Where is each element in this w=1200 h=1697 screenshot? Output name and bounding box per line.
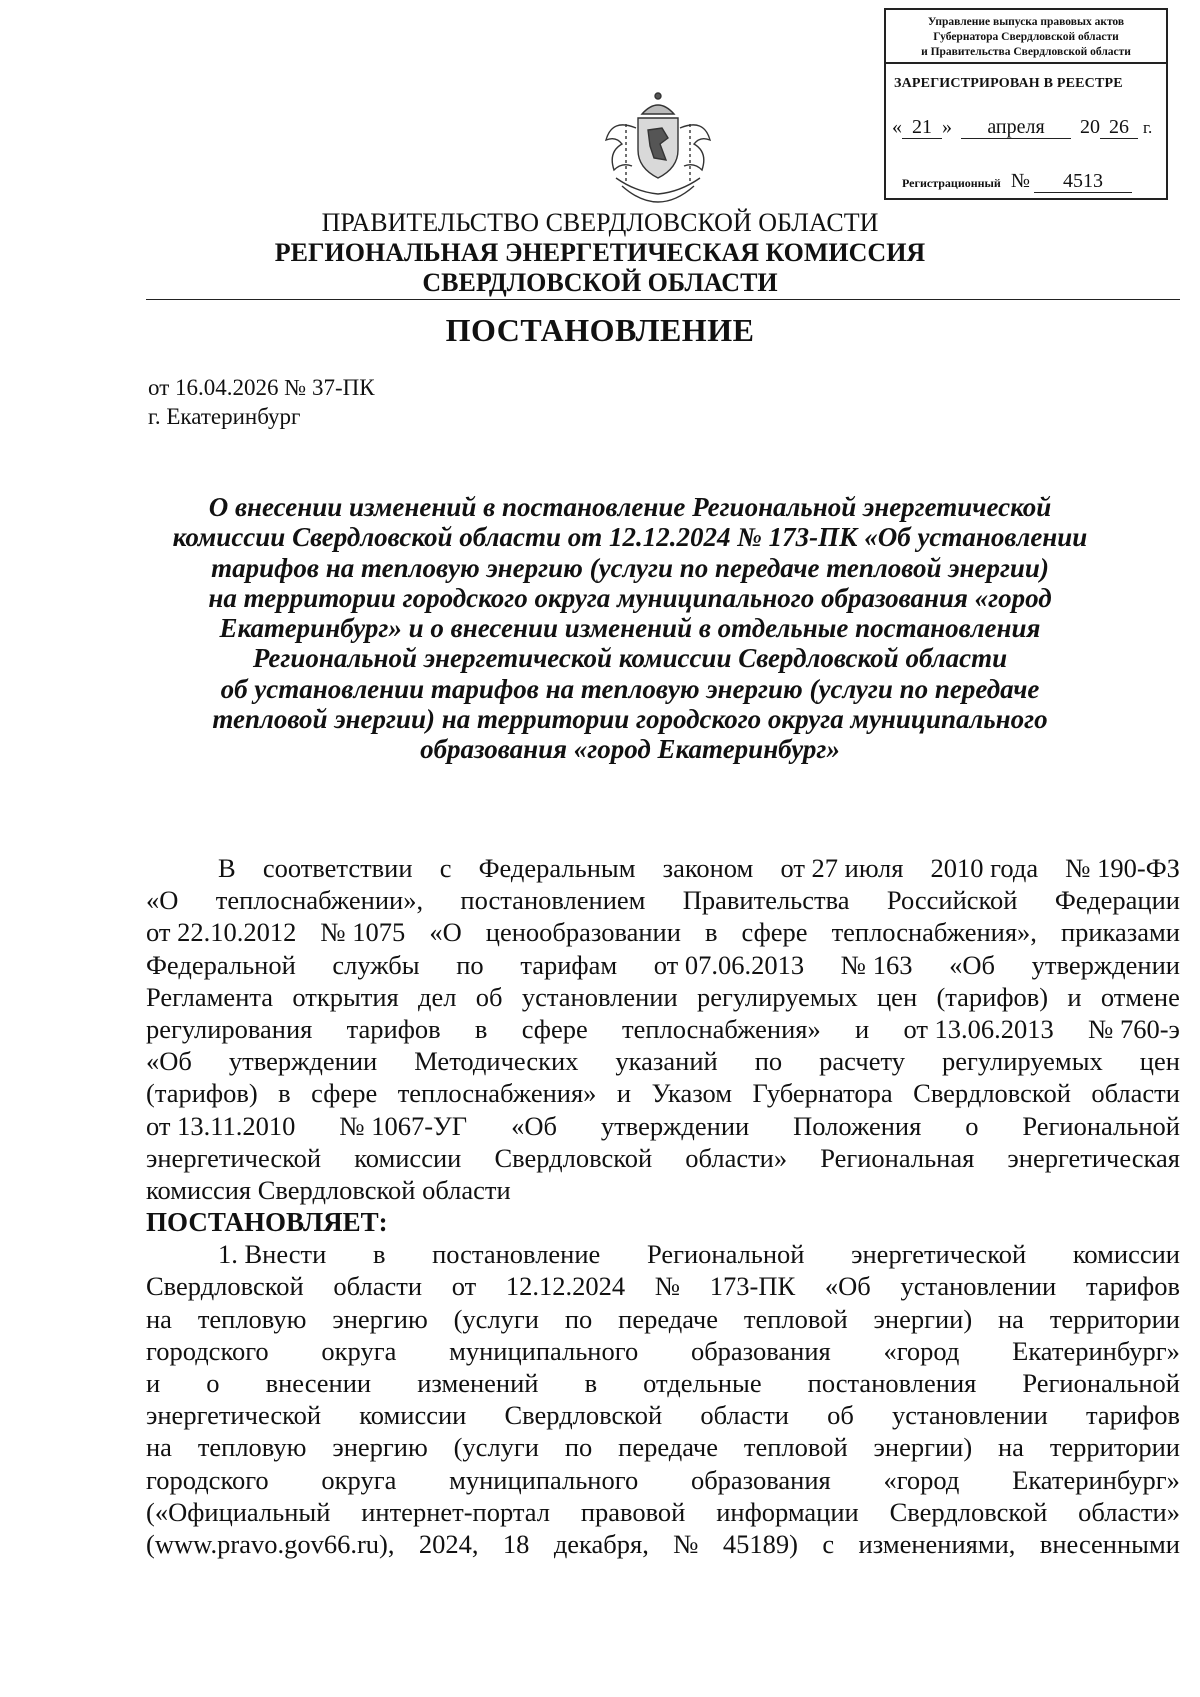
word: установлении — [521, 981, 678, 1012]
title-line: комиссии Свердловской области от 12.12.2024 № 173-ПК «Об установлении — [172, 522, 1088, 553]
word: указаний — [615, 1046, 718, 1077]
word: Свердловской — [494, 1142, 653, 1173]
word: Екатеринбург» — [1012, 1335, 1180, 1366]
word: Указом — [651, 1078, 733, 1109]
word: городского — [146, 1464, 269, 1495]
title-line: Екатеринбург» и о внесении изменений в отдельные постановления — [219, 613, 1041, 644]
word: 2024, — [418, 1528, 479, 1559]
title-line: тепловой энергии) на территории городского округа муниципального — [212, 704, 1048, 735]
word: в — [278, 1078, 291, 1109]
stamp-registered-label: ЗАРЕГИСТРИРОВАН В РЕЕСТРЕ — [894, 76, 1123, 91]
word: постановления — [807, 1368, 977, 1398]
word: утверждении — [228, 1046, 378, 1077]
word: комиссии — [1072, 1239, 1180, 1270]
word: области — [333, 1271, 423, 1302]
word: 18 — [502, 1528, 530, 1559]
word: дел — [418, 981, 457, 1012]
word: Правительства — [682, 885, 850, 916]
word: 12.12.2024 — [505, 1271, 626, 1302]
word: тепловой — [743, 1432, 848, 1463]
word: Региональной — [1022, 1110, 1180, 1141]
government-title: ПРАВИТЕЛЬСТВО СВЕРДЛОВСКОЙ ОБЛАСТИ — [321, 208, 879, 237]
word: сфере — [521, 1013, 588, 1044]
document-date-number: от 16.04.2026 № 37-ПК — [148, 375, 375, 400]
word: установлении — [900, 1271, 1057, 1302]
word: (www.pravo.gov66.ru), — [146, 1528, 395, 1559]
word: (тарифов) — [936, 981, 1049, 1012]
word: отмене — [1100, 981, 1180, 1012]
word: утверждении — [1031, 949, 1180, 980]
stamp-authority-line: Управление выпуска правовых актов — [927, 16, 1125, 28]
word: службы — [332, 949, 420, 980]
word: об — [475, 981, 503, 1012]
word: по — [754, 1046, 783, 1077]
body-line — [146, 1464, 1180, 1496]
word: «город — [883, 1464, 960, 1495]
word: правовой — [580, 1496, 686, 1527]
word: территории — [1049, 1432, 1180, 1463]
word: № 190-ФЗ — [1065, 853, 1180, 883]
word: соответствии — [262, 853, 413, 883]
body-line — [146, 1077, 1180, 1109]
word: с — [822, 1528, 835, 1559]
word: № 1067-УГ — [339, 1110, 468, 1141]
word: области» — [685, 1142, 788, 1173]
word: и — [1067, 981, 1082, 1012]
header-divider — [146, 299, 1180, 300]
word: комиссии — [354, 1142, 462, 1173]
word: образования — [690, 1464, 831, 1495]
stamp-num-sign: № — [1010, 170, 1030, 192]
word: (тарифов) — [146, 1078, 258, 1109]
word: Региональной — [1022, 1368, 1180, 1398]
word: муниципального — [449, 1464, 639, 1495]
word: от 07.06.2013 — [653, 949, 805, 980]
word: 2010 года — [930, 853, 1039, 883]
word: и — [146, 1368, 161, 1398]
registry-stamp — [884, 8, 1168, 200]
title-line: тарифов на тепловую энергию (услуги по передаче тепловой энергии) — [211, 552, 1049, 583]
stamp-date — [892, 116, 1166, 146]
word: городского — [146, 1335, 269, 1366]
word: от 27 июля — [780, 853, 904, 883]
word: Свердловской — [889, 1496, 1048, 1527]
word: Положения — [793, 1110, 922, 1141]
word: по — [456, 949, 484, 980]
word: округа — [321, 1335, 397, 1366]
stamp-quote-close: » — [942, 116, 952, 138]
document-title — [150, 492, 1110, 765]
word: Свердловской — [504, 1400, 663, 1431]
word: Регламента — [146, 981, 274, 1012]
commission-title-line2: СВЕРДЛОВСКОЙ ОБЛАСТИ — [422, 268, 778, 297]
word: «Об — [146, 1046, 192, 1077]
word: В — [218, 853, 236, 883]
word: Свердловской — [913, 1078, 1071, 1109]
word: «город — [883, 1335, 960, 1366]
word: по — [564, 1303, 593, 1334]
word: постановление — [432, 1239, 601, 1270]
word: регулируемых — [942, 1046, 1103, 1077]
word: по — [564, 1432, 593, 1463]
word: законом — [662, 853, 754, 883]
body-line — [146, 1110, 1180, 1142]
stamp-year-abbr: г. — [1143, 118, 1153, 137]
word: территории — [1049, 1303, 1180, 1334]
body-line — [146, 1303, 1180, 1335]
word: тепловую — [197, 1303, 307, 1334]
word: и — [616, 1078, 632, 1109]
word: тарифов — [1085, 1271, 1180, 1302]
word: на — [998, 1303, 1024, 1334]
word: теплоснабжения» — [622, 1013, 821, 1044]
word: области — [1091, 1078, 1180, 1109]
document-type: ПОСТАНОВЛЕНИЕ — [445, 312, 755, 348]
body-line — [146, 916, 1180, 948]
body-line — [146, 1528, 1180, 1560]
word: Федерации — [1054, 885, 1180, 916]
word: энергетической — [851, 1239, 1027, 1270]
word: образования — [690, 1335, 831, 1366]
word: муниципального — [449, 1335, 639, 1366]
word: теплоснабжения» — [397, 1078, 597, 1109]
word: внесенными — [1039, 1528, 1180, 1559]
word: о — [206, 1368, 220, 1398]
word: Российской — [886, 885, 1018, 916]
word: передаче — [618, 1303, 719, 1334]
word: «Об — [949, 949, 995, 980]
word: тепловую — [197, 1432, 307, 1463]
word: об — [827, 1400, 854, 1431]
word: цен — [1139, 1046, 1180, 1077]
stamp-reg-label: Регистрационный — [902, 176, 1001, 190]
word: (услуги — [453, 1303, 539, 1334]
word: Региональной — [646, 1239, 805, 1270]
word: комиссии — [359, 1400, 467, 1431]
word: тарифов — [1085, 1400, 1180, 1431]
word: от 13.11.2010 — [146, 1110, 296, 1141]
word: внесении — [265, 1368, 372, 1398]
word: передаче — [618, 1432, 719, 1463]
title-line: образования «город Екатеринбург» — [420, 734, 840, 765]
word: Региональная — [820, 1142, 975, 1173]
word: регулирования — [146, 1013, 313, 1044]
word: («Официальный — [146, 1496, 331, 1527]
body-line — [146, 1238, 1180, 1270]
body-line — [146, 1142, 1180, 1174]
word: № 1075 — [320, 917, 406, 948]
word: декабря, — [553, 1528, 649, 1559]
word: (услуги — [453, 1432, 539, 1463]
word: и — [854, 1013, 870, 1044]
word: тарифов — [346, 1013, 441, 1044]
word: энергии) — [873, 1432, 973, 1463]
word: отдельные — [643, 1368, 762, 1398]
word: Методических — [414, 1046, 579, 1077]
document-body — [146, 852, 1180, 1560]
word: сфере — [311, 1078, 378, 1109]
word: Свердловской — [146, 1271, 304, 1302]
word: от 22.10.2012 — [146, 917, 297, 948]
stamp-authority-line: и Правительства Свердловской области — [921, 46, 1131, 58]
body-line — [146, 1496, 1180, 1528]
stamp-authority — [886, 10, 1166, 64]
word: ценообразовании — [485, 917, 681, 948]
word: энергию — [332, 1303, 428, 1334]
word: № 163 — [840, 949, 913, 980]
body-line — [146, 852, 1180, 884]
word: регулируемых — [696, 981, 858, 1012]
stamp-month: апреля — [961, 116, 1071, 139]
word: «О — [429, 917, 462, 948]
word: от — [451, 1271, 477, 1302]
body-line — [146, 1399, 1180, 1431]
commission-title-line1: РЕГИОНАЛЬНАЯ ЭНЕРГЕТИЧЕСКАЯ КОМИССИЯ — [274, 238, 926, 267]
word: «Об — [824, 1271, 871, 1302]
word: № — [673, 1528, 699, 1559]
word: 173-ПК — [709, 1271, 796, 1302]
word: № — [654, 1271, 681, 1302]
stamp-day: 21 — [902, 116, 942, 139]
word: о — [965, 1110, 979, 1141]
body-line — [146, 1013, 1180, 1045]
word: 1. Внести — [218, 1239, 327, 1270]
word: энергии) — [873, 1303, 973, 1334]
word: энергию — [332, 1432, 428, 1463]
stamp-reg-number: 4513 — [1034, 170, 1132, 193]
word: установлении — [891, 1400, 1048, 1431]
stamp-year-prefix: 20 — [1080, 116, 1100, 138]
word: изменениями, — [858, 1528, 1016, 1559]
word: на — [998, 1432, 1024, 1463]
word: расчету — [819, 1046, 905, 1077]
word: с — [439, 853, 452, 883]
body-line — [146, 981, 1180, 1013]
title-line: Региональной энергетической комиссии Свердловской области — [252, 643, 1008, 674]
stamp-authority-line: Губернатора Свердловской области — [933, 31, 1119, 43]
word: в — [704, 917, 718, 948]
document-city: г. Екатеринбург — [148, 404, 301, 429]
word: округа — [321, 1464, 397, 1495]
body-line — [146, 1045, 1180, 1077]
word: утверждении — [600, 1110, 750, 1141]
body-line — [146, 884, 1180, 916]
body-line — [146, 1270, 1180, 1302]
coat-of-arms-icon — [596, 88, 720, 208]
word: Федеральной — [146, 949, 296, 980]
word: энергетической — [146, 1142, 322, 1173]
word: теплоснабжении», — [215, 885, 424, 916]
word: в — [474, 1013, 488, 1044]
word: «О — [146, 885, 179, 916]
word: области — [700, 1400, 789, 1431]
title-line: на территории городского округа муниципального образования «город — [208, 582, 1052, 613]
body-line — [146, 1367, 1180, 1399]
resolves-heading: ПОСТАНОВЛЯЕТ: — [146, 1207, 388, 1238]
word: информации — [716, 1496, 859, 1527]
word: открытия — [292, 981, 399, 1012]
title-line: О внесении изменений в постановление Региональной энергетической — [208, 492, 1052, 522]
word: тепловой — [743, 1303, 848, 1334]
word: Федеральным — [478, 853, 636, 883]
word: изменений — [417, 1368, 539, 1398]
title-line: об установлении тарифов на тепловую энергию (услуги по передаче — [220, 673, 1040, 704]
body-line — [146, 1335, 1180, 1367]
word: интернет-портал — [361, 1496, 550, 1527]
word: Екатеринбург» — [1012, 1464, 1180, 1495]
word: постановлением — [460, 885, 646, 916]
body-line — [146, 949, 1180, 981]
stamp-quote-open: « — [892, 116, 902, 138]
word: приказами — [1060, 917, 1180, 948]
body-line: комиссия Свердловской области — [146, 1174, 511, 1205]
word: от 13.06.2013 — [903, 1013, 1054, 1044]
word: цен — [877, 981, 918, 1012]
word: на — [146, 1303, 172, 1334]
word: энергетической — [146, 1400, 322, 1431]
word: энергетическая — [1007, 1142, 1180, 1173]
stamp-year-suffix: 26 — [1100, 116, 1138, 139]
word: области» — [1078, 1496, 1180, 1527]
word: в — [584, 1368, 598, 1398]
word: тарифам — [520, 949, 618, 980]
word: в — [372, 1239, 386, 1270]
word: «Об — [511, 1110, 557, 1141]
word: № 760-э — [1088, 1013, 1180, 1044]
word: Губернатора — [752, 1078, 893, 1109]
word: сфере — [741, 917, 808, 948]
body-line — [146, 1431, 1180, 1463]
word: 45189) — [722, 1528, 798, 1559]
word: теплоснабжения», — [831, 917, 1037, 948]
word: на — [146, 1432, 172, 1463]
stamp-registration-number — [902, 170, 1132, 193]
